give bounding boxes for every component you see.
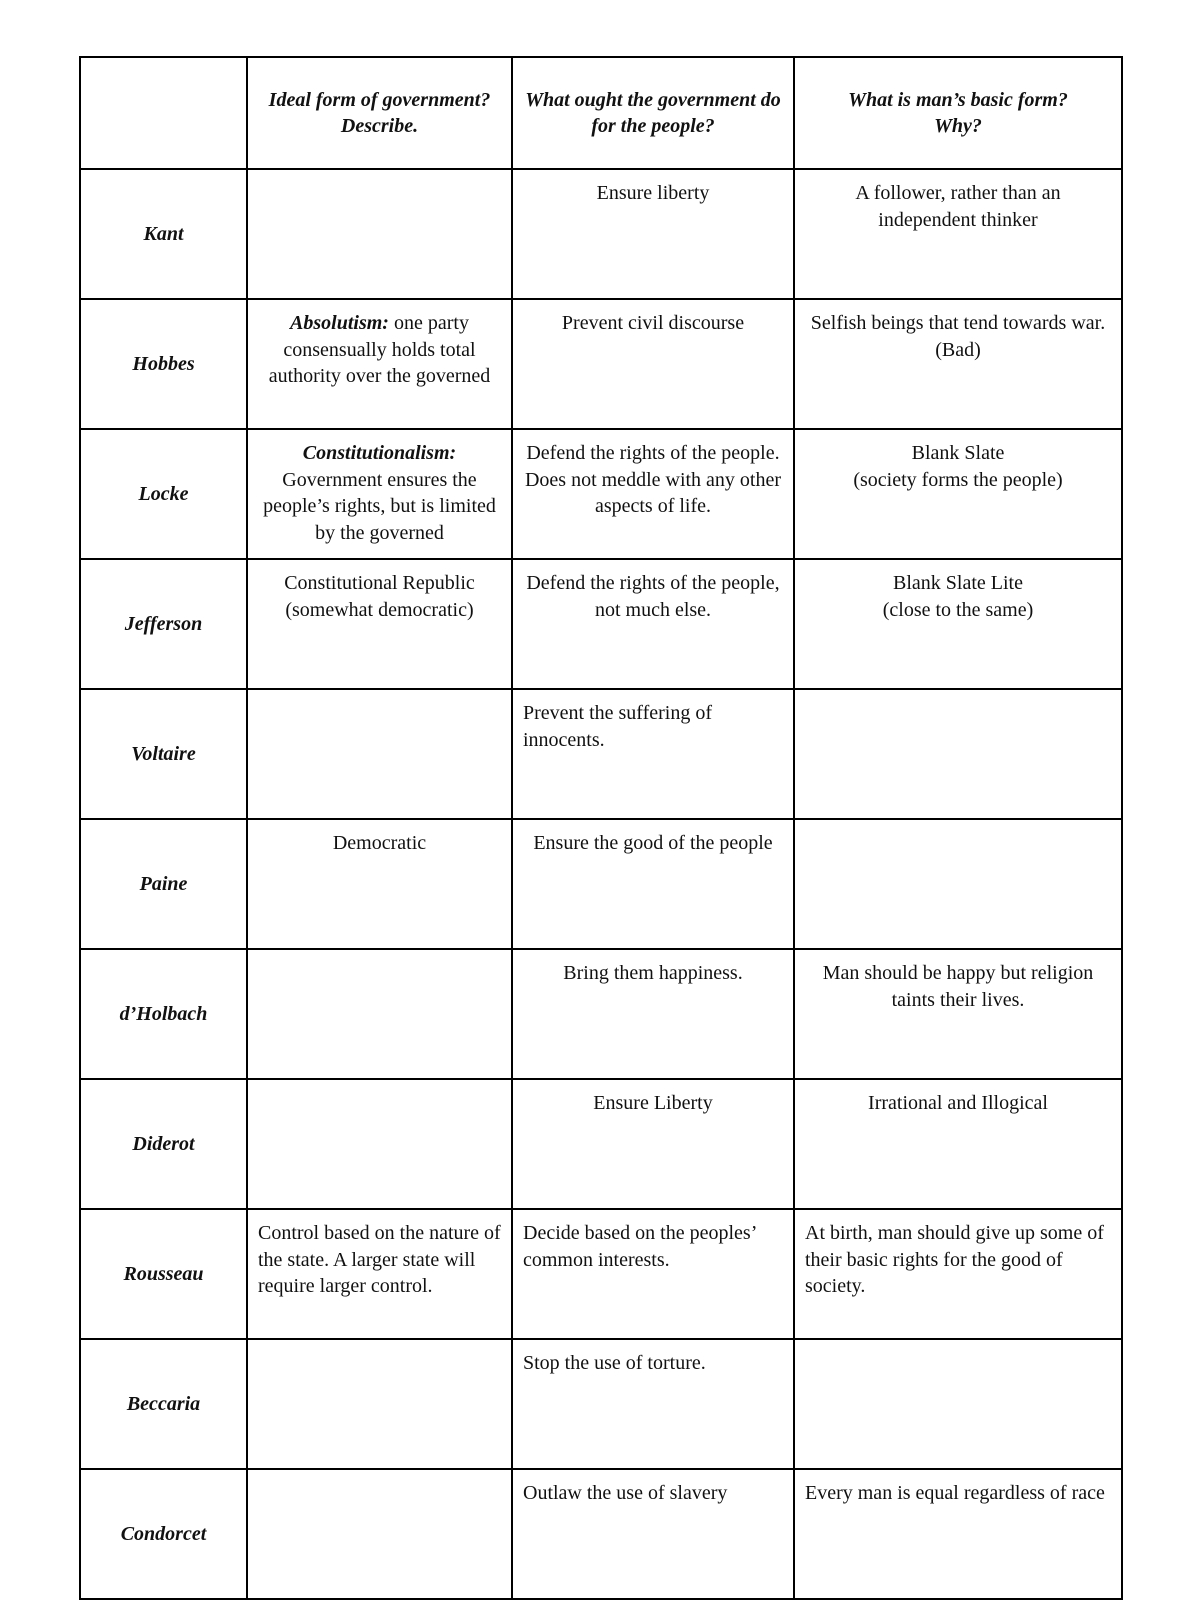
philosopher-name: Paine xyxy=(80,819,247,949)
header-corner-cell xyxy=(80,57,247,169)
duty-cell: Defend the rights of the people, not much else. xyxy=(512,559,794,689)
table-row xyxy=(80,1469,1122,1599)
government-cell xyxy=(247,299,512,429)
nature-cell: Irrational and Illogical xyxy=(794,1079,1122,1209)
government-cell xyxy=(247,1469,512,1599)
philosopher-name: Jefferson xyxy=(80,559,247,689)
government-cell xyxy=(247,949,512,1079)
header-man-basic-form-line2: Why? xyxy=(934,115,982,137)
government-cell xyxy=(247,429,512,559)
government-description: one party consensually holds total authority over the governed xyxy=(268,312,491,387)
duty-cell: Prevent the suffering of innocents. xyxy=(512,689,794,819)
nature-text: Blank Slate Lite xyxy=(893,572,1023,594)
nature-note: (Bad) xyxy=(935,338,981,361)
table-row xyxy=(80,1339,1122,1469)
duty-cell: Ensure Liberty xyxy=(512,1079,794,1209)
table-row xyxy=(80,169,1122,299)
government-description: Government ensures the people’s rights, but is limited by the governed xyxy=(263,468,496,544)
nature-cell xyxy=(794,299,1122,429)
duty-cell: Stop the use of torture. xyxy=(512,1339,794,1469)
nature-cell: A follower, rather than an independent thinker xyxy=(794,169,1122,299)
table-row xyxy=(80,949,1122,1079)
table-row xyxy=(80,299,1122,429)
duty-cell: Defend the rights of the people. Does not meddle with any other aspects of life. xyxy=(512,429,794,559)
nature-note: (society forms the people) xyxy=(853,468,1063,491)
philosopher-name: Voltaire xyxy=(80,689,247,819)
header-man-basic-form xyxy=(794,57,1122,169)
philosopher-name: Beccaria xyxy=(80,1339,247,1469)
nature-note: (close to the same) xyxy=(882,598,1034,621)
government-term: Absolutism: xyxy=(290,312,389,334)
table-row xyxy=(80,819,1122,949)
table-row xyxy=(80,559,1122,689)
nature-cell xyxy=(794,1339,1122,1469)
nature-cell: Every man is equal regardless of race xyxy=(794,1469,1122,1599)
government-cell xyxy=(247,689,512,819)
duty-cell: Decide based on the peoples’ common interests. xyxy=(512,1209,794,1339)
table-row xyxy=(80,1079,1122,1209)
philosopher-name: Diderot xyxy=(80,1079,247,1209)
duty-cell: Prevent civil discourse xyxy=(512,299,794,429)
nature-cell: At birth, man should give up some of their basic rights for the good of society. xyxy=(794,1209,1122,1339)
philosopher-name: d’Holbach xyxy=(80,949,247,1079)
header-ideal-government: Ideal form of government? Describe. xyxy=(247,57,512,169)
duty-cell: Bring them happiness. xyxy=(512,949,794,1079)
philosopher-name: Condorcet xyxy=(80,1469,247,1599)
government-cell xyxy=(247,169,512,299)
nature-cell xyxy=(794,559,1122,689)
philosopher-name: Kant xyxy=(80,169,247,299)
duty-cell: Outlaw the use of slavery xyxy=(512,1469,794,1599)
table-row xyxy=(80,1209,1122,1339)
philosopher-name: Locke xyxy=(80,429,247,559)
government-cell: Constitutional Republic (somewhat democratic) xyxy=(247,559,512,689)
government-cell: Control based on the nature of the state. A larger state will require larger control. xyxy=(247,1209,512,1339)
table-row xyxy=(80,429,1122,559)
government-term: Constitutionalism: xyxy=(302,442,457,464)
nature-text: Selfish beings that tend towards war. xyxy=(810,312,1106,334)
philosopher-name: Hobbes xyxy=(80,299,247,429)
nature-cell: Man should be happy but religion taints their lives. xyxy=(794,949,1122,1079)
government-cell xyxy=(247,1079,512,1209)
government-cell xyxy=(247,1339,512,1469)
philosophers-comparison-table xyxy=(79,56,1123,1600)
nature-cell xyxy=(794,819,1122,949)
header-man-basic-form-line1: What is man’s basic form? xyxy=(848,88,1068,111)
header-government-duty: What ought the government do for the people? xyxy=(512,57,794,169)
government-cell: Democratic xyxy=(247,819,512,949)
nature-cell xyxy=(794,429,1122,559)
philosopher-name: Rousseau xyxy=(80,1209,247,1339)
table-header-row xyxy=(80,57,1122,169)
duty-cell: Ensure liberty xyxy=(512,169,794,299)
table-row xyxy=(80,689,1122,819)
nature-text: Blank Slate xyxy=(911,442,1005,464)
duty-cell: Ensure the good of the people xyxy=(512,819,794,949)
nature-cell xyxy=(794,689,1122,819)
